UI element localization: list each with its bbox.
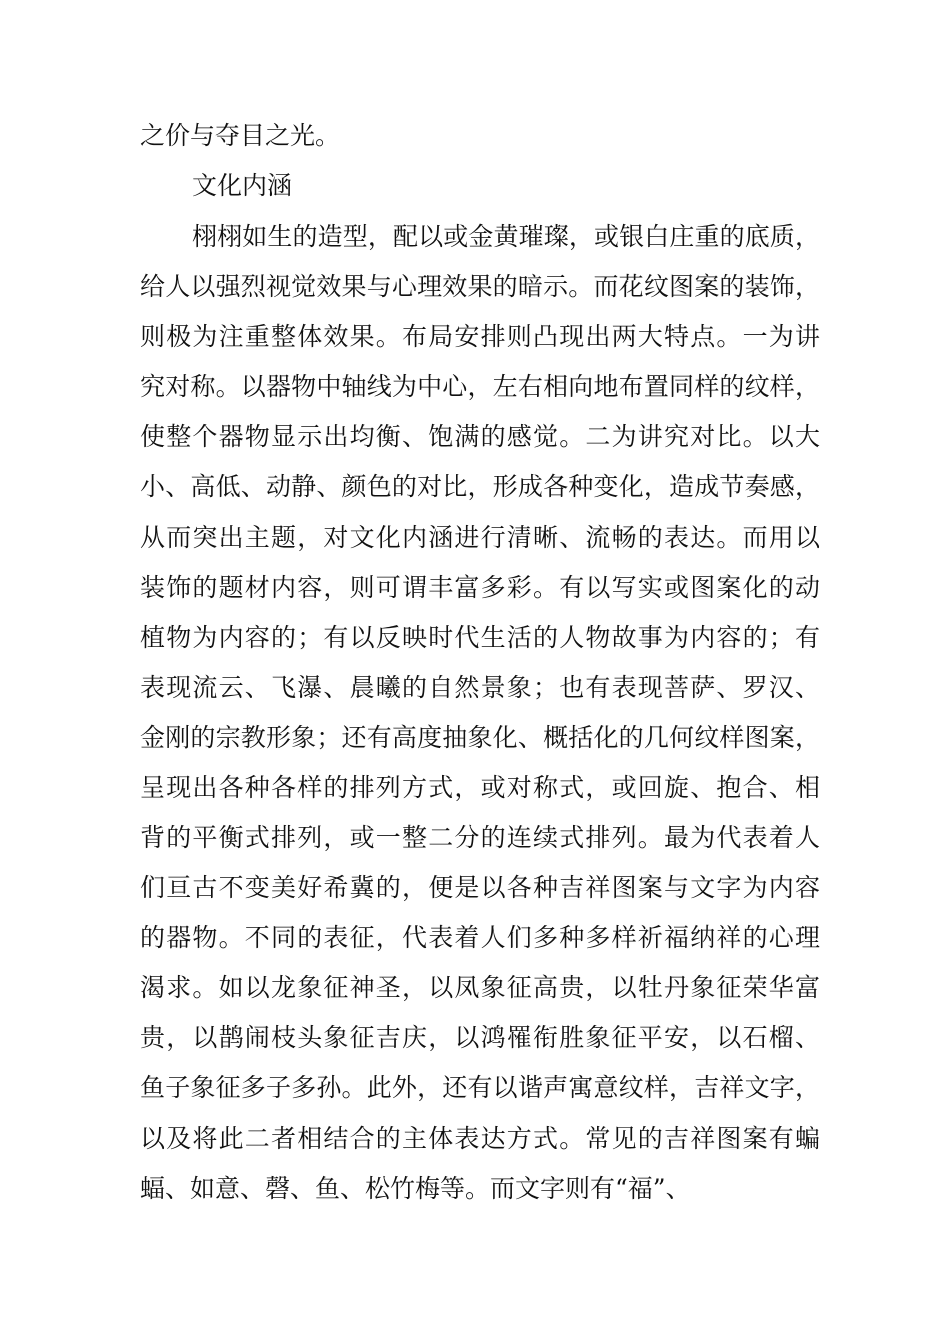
text-line-3: 栩栩如生的造型，配以或金黄璀璨，或银白庄重的底质， [192, 222, 820, 251]
text-line-7: 使整个器物显示出均衡、饱满的感觉。二为讲究对比。以大 [140, 422, 820, 451]
text-line-4: 给人以强烈视觉效果与心理效果的暗示。而花纹图案的装饰， [140, 272, 820, 301]
text-line-12: 表现流云、飞瀑、晨曦的自然景象；也有表现菩萨、罗汉、 [140, 673, 820, 702]
text-line-10: 装饰的题材内容，则可谓丰富多彩。有以写实或图案化的动 [140, 573, 820, 602]
text-line-5: 则极为注重整体效果。布局安排则凸现出两大特点。一为讲 [140, 322, 820, 351]
text-line-11: 植物为内容的；有以反映时代生活的人物故事为内容的；有 [140, 623, 820, 652]
text-line-22: 蝠、如意、磬、鱼、松竹梅等。而文字则有“福”、 [140, 1174, 691, 1203]
text-line-17: 的器物。不同的表征，代表着人们多种多样祈福纳祥的心理 [140, 923, 820, 952]
text-line-9: 从而突出主题，对文化内涵进行清晰、流畅的表达。而用以 [140, 523, 820, 552]
text-line-13: 金刚的宗教形象；还有高度抽象化、概括化的几何纹样图案， [140, 723, 820, 752]
text-line-1: 之价与夺目之光。 [140, 121, 341, 150]
text-line-6: 究对称。以器物中轴线为中心，左右相向地布置同样的纹样， [140, 372, 820, 401]
text-line-14: 呈现出各种各样的排列方式，或对称式，或回旋、抱合、相 [140, 773, 820, 802]
text-line-18: 渴求。如以龙象征神圣，以凤象征高贵，以牡丹象征荣华富 [140, 973, 820, 1002]
section-heading: 文化内涵 [192, 171, 293, 200]
text-line-20: 鱼子象征多子多孙。此外，还有以谐声寓意纹样，吉祥文字， [140, 1073, 820, 1102]
text-line-19: 贵，以鹊闹枝头象征吉庆，以鸿罹衔胜象征平安，以石榴、 [140, 1023, 820, 1052]
text-line-15: 背的平衡式排列，或一整二分的连续式排列。最为代表着人 [140, 823, 820, 852]
text-line-16: 们亘古不变美好希冀的，便是以各种吉祥图案与文字为内容 [140, 873, 820, 902]
text-line-21: 以及将此二者相结合的主体表达方式。常见的吉祥图案有蝙 [140, 1124, 820, 1153]
text-line-8: 小、高低、动静、颜色的对比，形成各种变化，造成节奏感， [140, 472, 820, 501]
